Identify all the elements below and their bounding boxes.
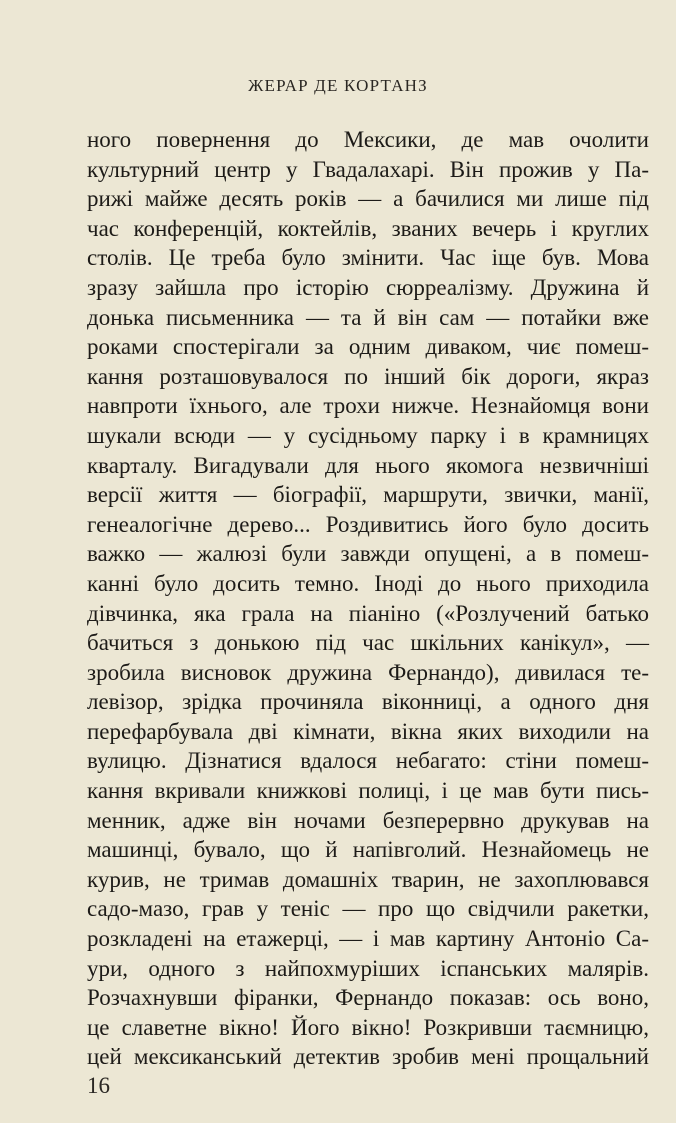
page-number: 16 bbox=[87, 1073, 110, 1098]
text-line: важко — жалюзі були завжди опущені, а в помеш- bbox=[87, 541, 649, 567]
text-line: садо-мазо, грав у теніс — про що свідчили ракетки, bbox=[87, 896, 649, 922]
text-line: рижі майже десять років — а бачилися ми лише під bbox=[87, 186, 649, 212]
text-line: канні було досить темно. Іноді до нього приходила bbox=[87, 570, 649, 596]
text-line: ури, одного з найпохмуріших іспанських малярів. bbox=[87, 955, 649, 981]
text-line: менник, адже він ночами безперервно друкував на bbox=[87, 807, 649, 833]
text-line: навпроти їхнього, але трохи нижче. Незнайомця вони bbox=[87, 393, 649, 419]
text-line: дівчинка, яка грала на піаніно («Розлучений батько bbox=[87, 600, 649, 626]
text-line: ного повернення до Мексики, де мав очолити bbox=[87, 127, 649, 152]
text-line: кання вкривали книжкові полиці, і це мав бути пись- bbox=[87, 778, 649, 804]
text-line: це славетне вікно! Його вікно! Розкривши таємницю, bbox=[87, 1014, 649, 1040]
text-line: час конференцій, коктейлів, званих вечерь і круглих bbox=[87, 215, 649, 241]
text-line: вулицю. Дізнатися вдалося небагато: стіни помеш- bbox=[87, 748, 649, 774]
text-line: версії життя — біографії, маршрути, звички, манії, bbox=[87, 482, 649, 508]
text-line: роками спостерігали за одним диваком, чиє помеш- bbox=[87, 334, 649, 360]
text-line: зразу зайшла про історію сюрреалізму. Дружина й bbox=[87, 274, 649, 300]
text-line: левізор, зрідка прочиняла віконниці, а одного дня bbox=[87, 689, 649, 715]
text-line: кварталу. Вигадували для нього якомога незвичніші bbox=[87, 452, 649, 478]
text-line: бачиться з донькою під час шкільних канікул», — bbox=[87, 630, 649, 656]
text-line: цей мексиканський детектив зробив мені прощальний bbox=[87, 1044, 649, 1070]
text-line: шукали всюди — у сусідньому парку і в крамницях bbox=[87, 422, 649, 448]
body-text bbox=[87, 125, 649, 1072]
text-line: Розчахнувши фіранки, Фернандо показав: ось воно, bbox=[87, 985, 649, 1011]
text-line: генеалогічне дерево... Роздивитись його було досить bbox=[87, 511, 649, 537]
text-line: столів. Це треба було змінити. Час іще був. Мова bbox=[87, 245, 649, 271]
text-line: кання розташовувалося по інший бік дороги, якраз bbox=[87, 363, 649, 389]
text-line: перефарбувала дві кімнати, вікна яких виходили на bbox=[87, 718, 649, 744]
text-line: зробила висновок дружина Фернандо), дивилася те- bbox=[87, 659, 649, 685]
running-title: ЖЕРАР ДЕ КОРТАНЗ bbox=[248, 76, 428, 95]
text-line: розкладені на етажерці, — і мав картину Антоніо Са- bbox=[87, 926, 649, 952]
text-line: культурний центр у Гвадалахарі. Він прожив у Па- bbox=[87, 156, 649, 182]
text-line: донька письменника — та й він сам — потайки вже bbox=[87, 304, 649, 330]
text-line: машинці, бувало, що й напівголий. Незнайомець не bbox=[87, 837, 649, 863]
text-line: курив, не тримав домашніх тварин, не захоплювався bbox=[87, 866, 649, 892]
